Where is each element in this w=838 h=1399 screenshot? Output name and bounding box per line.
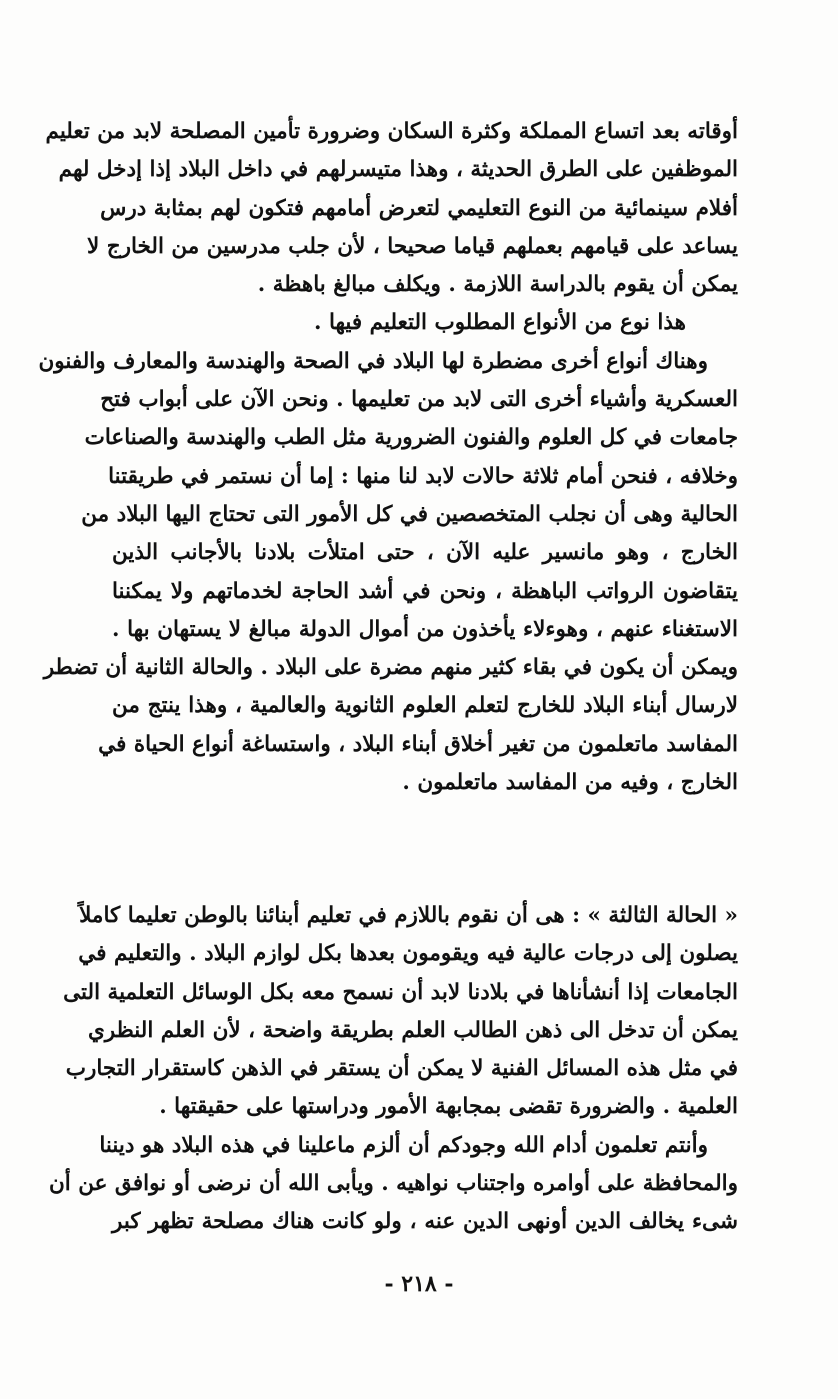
text-line: شىء يخالف الدين أونهى الدين عنه ، ولو كانت هناك مصلحة تظهر كبر bbox=[112, 1209, 738, 1235]
text-section-2 bbox=[48, 897, 738, 1242]
text-line: المفاسد ماتعلمون من تغير أخلاق أبناء البلاد ، واستساغة أنواع الحياة في bbox=[98, 731, 738, 757]
text-line: أوقاته بعد اتساع المملكة وكثرة السكان وضرورة تأمين المصلحة لابد من تعليم bbox=[45, 119, 738, 144]
text-line: ويمكن أن يكون في بقاء كثير منهم مضرة على البلاد . والحالة الثانية أن تضطر bbox=[43, 655, 738, 681]
text-line: جامعات في كل العلوم والفنون الضرورية مثل الطب والهندسة والصناعات bbox=[84, 425, 738, 451]
text-line: والمحافظة على أوامره واجتناب نواهيه . ويأبى الله أن نرضى أو نوافق عن أن bbox=[48, 1171, 738, 1197]
text-line: وخلافه ، فنحن أمام ثلاثة حالات لابد لنا منها : إما أن نستمر في طريقتنا bbox=[108, 463, 738, 489]
text-line: يمكن أن يقوم بالدراسة اللازمة . ويكلف مبالغ باهظة . bbox=[257, 272, 738, 298]
text-line: الاستغناء عنهم ، وهوءلاء يأخذون من أموال الدولة مبالغ لا يستهان بها . bbox=[112, 616, 738, 642]
text-line: يتقاضون الرواتب الباهظة ، ونحن في أشد الحاجة لخدماتهم ولا يمكننا bbox=[112, 578, 738, 604]
text-line: يصلون إلى درجات عالية فيه ويقومون بعدها بكل لوازم البلاد . والتعليم في bbox=[78, 941, 738, 967]
text-line: الخارج ، وفيه من المفاسد ماتعلمون . bbox=[402, 770, 738, 796]
text-line: هذا نوع من الأنواع المطلوب التعليم فيها . bbox=[314, 310, 686, 336]
text-line: يساعد على قيامهم بعملهم قياما صحيحا ، لأن جلب مدرسين من الخارج لا bbox=[86, 233, 738, 259]
text-line: « الحالة الثالثة » : هى أن نقوم باللازم في تعليم أبنائنا بالوطن تعليما كاملاً bbox=[79, 903, 738, 928]
text-line: العسكرية وأشياء أخرى التى لابد من تعليمها . ونحن الآن على أبواب فتح bbox=[100, 387, 738, 413]
text-section-1 bbox=[38, 113, 738, 802]
text-line: الحالية وهى أن نجلب المتخصصين في كل الأمور التى تحتاج اليها البلاد من bbox=[81, 501, 738, 527]
text-line: لارسال أبناء البلاد للخارج لتعلم العلوم الثانوية والعالمية ، وهذا ينتج من bbox=[112, 693, 738, 719]
text-line: وهناك أنواع أخرى مضطرة لها البلاد في الصحة والهندسة والمعارف والفنون bbox=[38, 348, 708, 374]
text-line: أفلام سينمائية من النوع التعليمي لتعرض أمامهم فتكون لهم بمثابة درس bbox=[100, 195, 738, 221]
text-line: وأنتم تعلمون أدام الله وجودكم أن ألزم ماعلينا في هذه البلاد هو ديننا bbox=[99, 1132, 708, 1158]
text-line: الخارج ، وهو مانسير عليه الآن ، حتى امتلأت بلادنا بالأجانب الذين bbox=[112, 540, 738, 566]
text-line: الجامعات إذا أنشأناها في بلادنا لابد أن نسمح معه بكل الوسائل التعلمية التى bbox=[63, 979, 738, 1005]
page-number: - ٢١٨ - bbox=[384, 1271, 454, 1297]
text-line: العلمية . والضرورة تقضى بمجابهة الأمور ودراستها على حقيقتها . bbox=[159, 1094, 738, 1120]
text-line: في مثل هذه المسائل الفنية لا يمكن أن يستقر في الذهن كاستقرار التجارب bbox=[65, 1056, 738, 1082]
text-line: يمكن أن تدخل الى ذهن الطالب العلم بطريقة واضحة ، لأن العلم النظري bbox=[87, 1017, 738, 1043]
text-line: الموظفين على الطرق الحديثة ، وهذا متيسرلهم في داخل البلاد إذا إدخل لهم bbox=[58, 157, 738, 183]
